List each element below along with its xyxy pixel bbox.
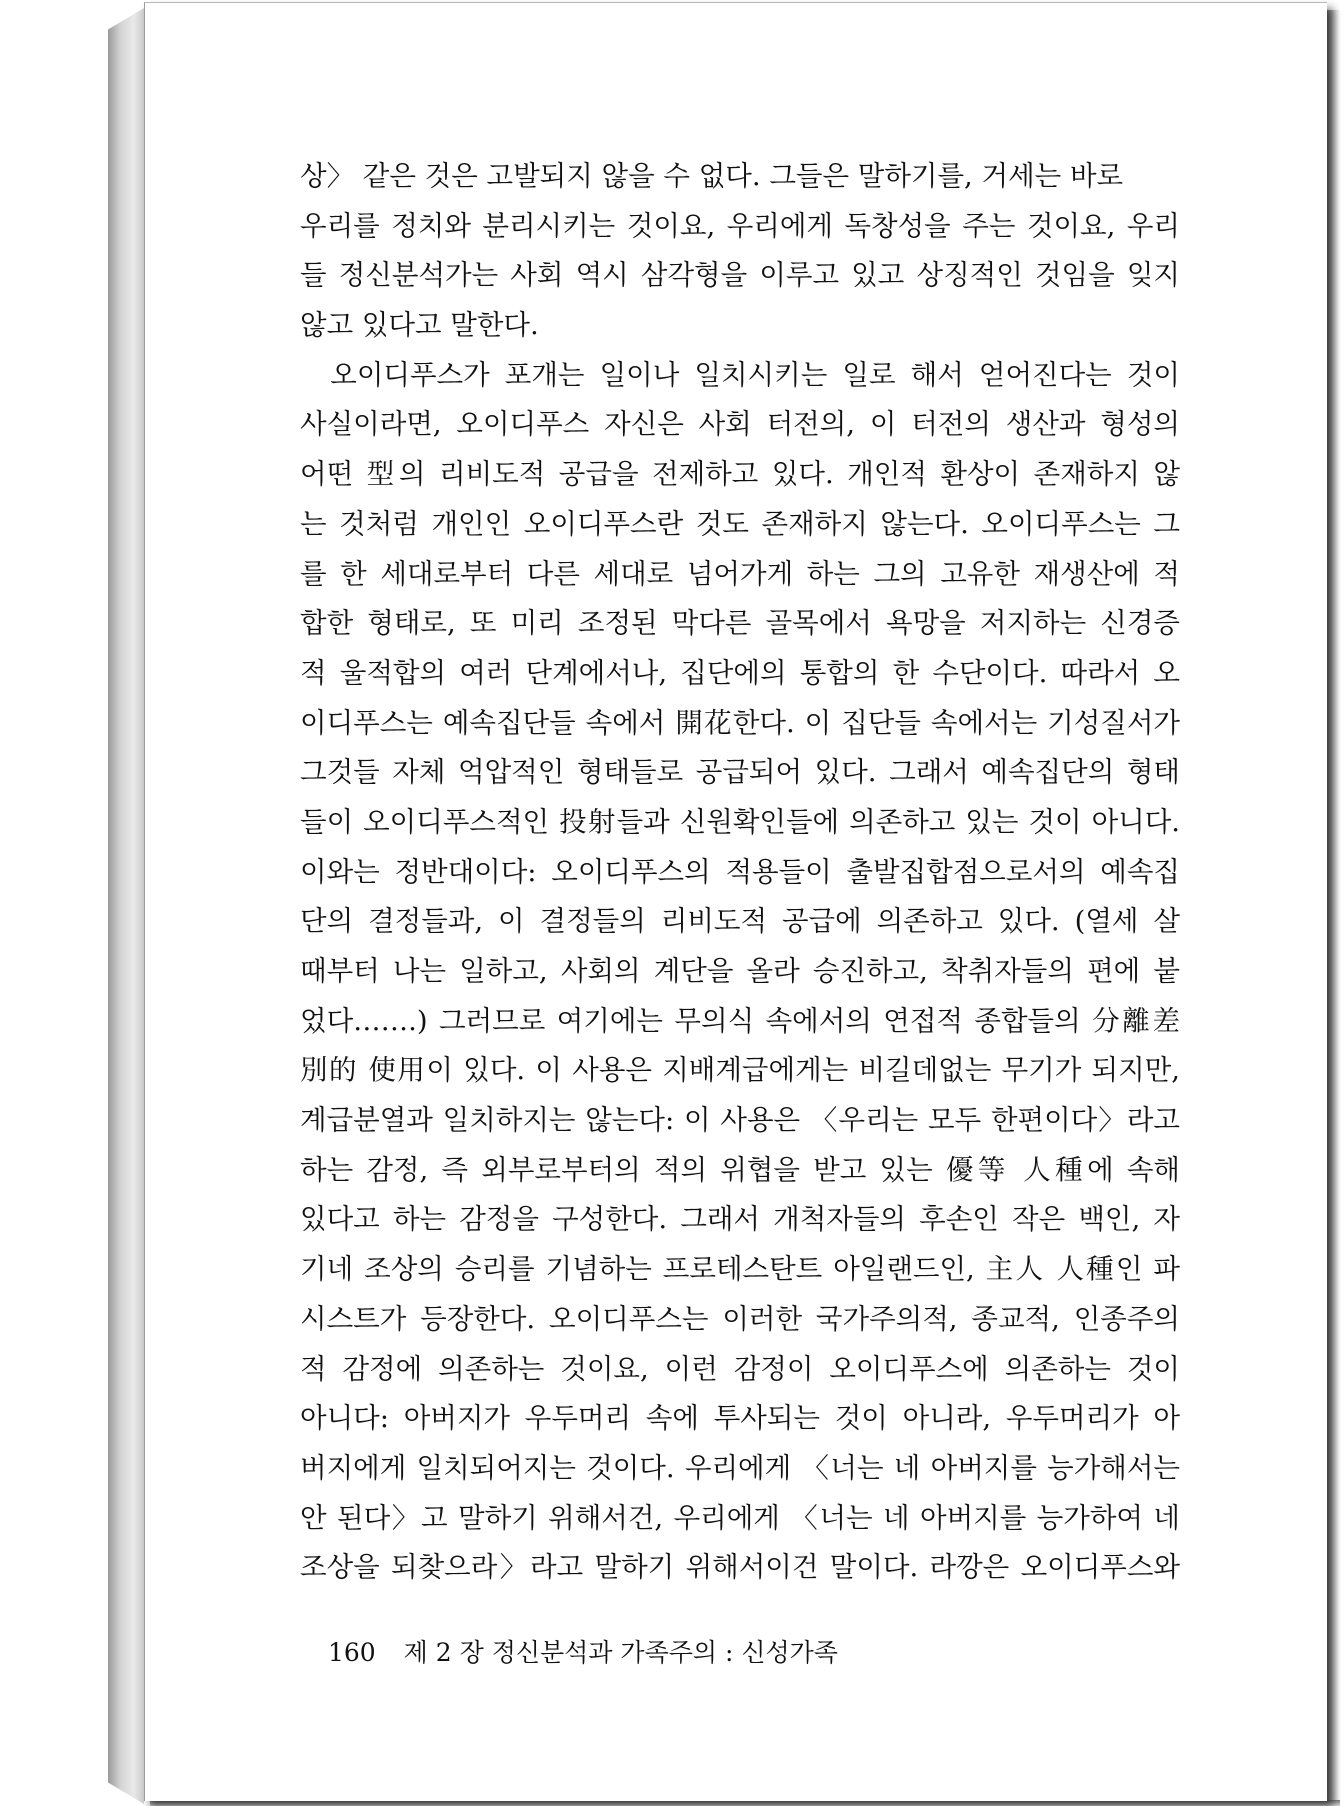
text-line: 상〉 같은 것은 고발되지 않을 수 없다. 그들은 말하기를, 거세는 바로 — [300, 160, 1124, 192]
text-line: 안 된다〉고 말하기 위해서건, 우리에게 〈너는 네 아버지를 능가하여 네 — [300, 1501, 1180, 1534]
text-line: 었다…….) 그러므로 여기에는 무의식 속에서의 연접적 종합들의 分離差 — [300, 1004, 1180, 1037]
text-line: 않고 있다고 말한다. — [300, 309, 539, 342]
text-line: 우리를 정치와 분리시키는 것이요, 우리에게 독창성을 주는 것이요, 우리 — [300, 209, 1180, 242]
body-text — [300, 152, 1180, 1593]
page-number: 160 — [328, 1638, 376, 1667]
running-head: 제 2 장 정신분석과 가족주의 : 신성가족 — [403, 1638, 838, 1667]
text-line: 이와는 정반대이다: 오이디푸스의 적용들이 출발집합점으로서의 예속집 — [300, 855, 1180, 888]
text-line: 그것들 자체 억압적인 형태들로 공급되어 있다. 그래서 예속집단의 형태 — [300, 756, 1180, 789]
text-line: 조상을 되찾으라〉라고 말하기 위해서이건 말이다. 라깡은 오이디푸스와 — [300, 1551, 1180, 1584]
text-line: 시스트가 등장한다. 오이디푸스는 이러한 국가주의적, 종교적, 인종주의 — [300, 1302, 1180, 1335]
text-line: 기네 조상의 승리를 기념하는 프로테스탄트 아일랜드인, 主人 人種인 파 — [300, 1253, 1180, 1286]
text-line: 때부터 나는 일하고, 사회의 계단을 올라 승진하고, 착취자들의 편에 붙 — [300, 955, 1180, 987]
text-line: 오이디푸스가 포개는 일이나 일치시키는 일로 해서 얻어진다는 것이 — [300, 358, 1180, 391]
text-line: 는 것처럼 개인인 오이디푸스란 것도 존재하지 않는다. 오이디푸스는 그 — [300, 507, 1180, 540]
page-footer — [328, 1633, 838, 1669]
text-line: 계급분열과 일치하지는 않는다: 이 사용은 〈우리는 모두 한편이다〉라고 — [300, 1104, 1180, 1137]
text-line: 버지에게 일치되어지는 것이다. 우리에게 〈너는 네 아버지를 능가해서는 — [300, 1451, 1180, 1484]
text-line: 있다고 하는 감정을 구성한다. 그래서 개척자들의 후손인 작은 백인, 자 — [300, 1203, 1180, 1236]
text-line: 사실이라면, 오이디푸스 자신은 사회 터전의, 이 터전의 생산과 형성의 — [300, 408, 1180, 441]
book-edge — [108, 8, 144, 1804]
text-line: 들 정신분석가는 사회 역시 삼각형을 이루고 있고 상징적인 것임을 잊지 — [300, 259, 1180, 292]
text-line: 단의 결정들과, 이 결정들의 리비도적 공급에 의존하고 있다. (열세 살 — [300, 905, 1180, 938]
text-line: 하는 감정, 즉 외부로부터의 적의 위협을 받고 있는 優等 人種에 속해 — [300, 1153, 1180, 1186]
text-line: 別的 使用이 있다. 이 사용은 지배계급에게는 비길데없는 무기가 되지만, — [300, 1054, 1180, 1087]
page-shadow — [1326, 10, 1340, 1804]
text-line: 들이 오이디푸스적인 投射들과 신원확인들에 의존하고 있는 것이 아니다. — [300, 805, 1180, 838]
text-line: 어떤 型의 리비도적 공급을 전제하고 있다. 개인적 환상이 존재하지 않 — [300, 458, 1180, 491]
text-line: 적 울적합의 여러 단계에서나, 집단에의 통합의 한 수단이다. 따라서 오 — [300, 656, 1180, 689]
text-line: 를 한 세대로부터 다른 세대로 넘어가게 하는 그의 고유한 재생산에 적 — [300, 557, 1180, 590]
text-line: 이디푸스는 예속집단들 속에서 開花한다. 이 집단들 속에서는 기성질서가 — [300, 706, 1180, 739]
text-line: 합한 형태로, 또 미리 조정된 막다른 골목에서 욕망을 저지하는 신경증 — [300, 607, 1180, 640]
text-line: 아니다: 아버지가 우두머리 속에 투사되는 것이 아니라, 우두머리가 아 — [300, 1402, 1180, 1435]
text-line: 적 감정에 의존하는 것이요, 이런 감정이 오이디푸스에 의존하는 것이 — [300, 1352, 1180, 1385]
